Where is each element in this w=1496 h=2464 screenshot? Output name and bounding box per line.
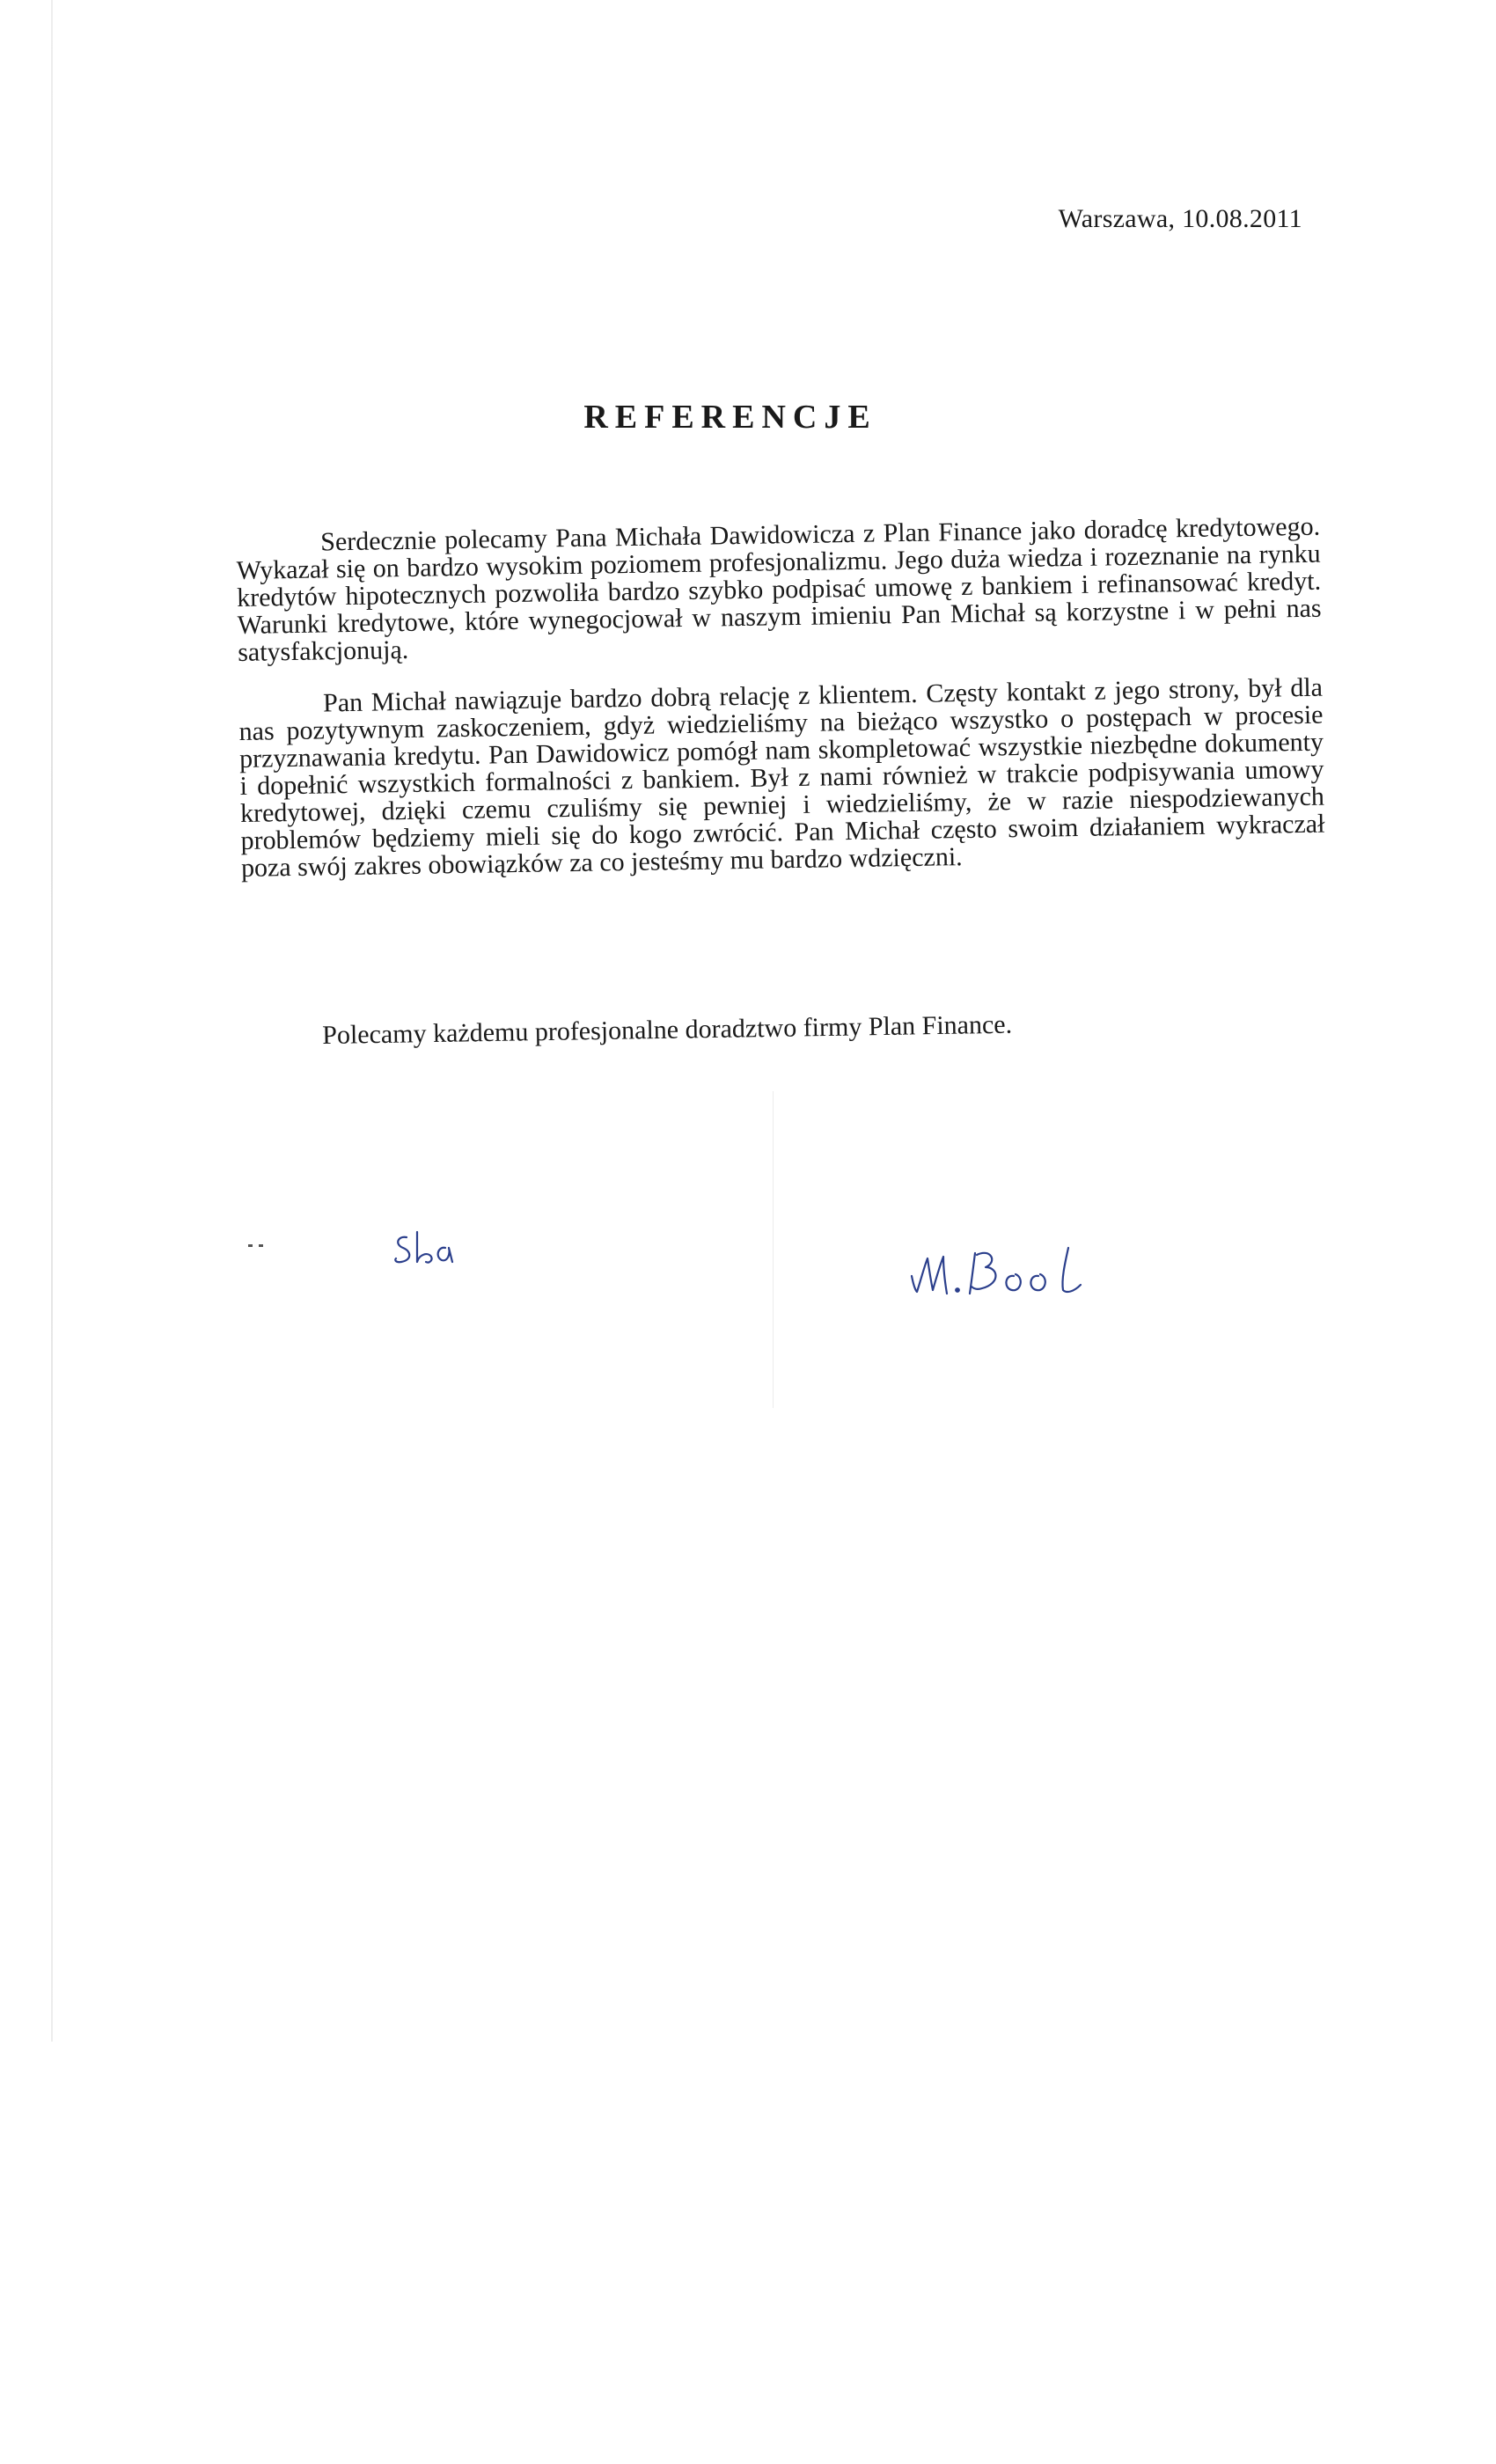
closing-sentence: Polecamy każdemu profesjonalne doradztwo firmy Plan Finance.: [322, 1009, 1013, 1050]
paragraph-client-relation: Pan Michał nawiązuje bardzo dobrą relację z klientem. Częsty kontakt z jego strony, był dla nas pozytywnym zaskoczeniem, gdyż wiedzieliśmy na bieżąco wszystko o postępach w procesie przyznawania kredytu. Pan Dawidowicz pomógł nam skompletować wszystkie niezbędne dokumenty i dopełnić wszystkich formalności z bankiem. Był z nami również w trakcie podpisywania umowy kredytowej, dzięki czemu czuliśmy się pewniej i wiedzieliśmy, że w razie niespodziewanych problemów będziemy mieli się do kogo zwrócić. Pan Michał często swoim działaniem wykraczał poza swój zakres obowiązków za co jesteśmy mu bardzo wdzięczni.: [238, 672, 1325, 883]
paragraph-recommendation: Serdecznie polecamy Pana Michała Dawidowicza z Plan Finance jako doradcę kredytowego. Wykazał się on bardzo wysokim poziomem profesjonalizmu. Jego duża wiedza i rozeznanie na rynku kredytów hipotecznych pozwoliła bardzo szybko podpisać umowę z bankiem i refinansować kredyt. Warunki kredytowe, które wynegocjował w naszym imieniu Pan Michał są korzystne i w pełni nas satysfakcjonują.: [236, 511, 1322, 667]
place-and-date: Warszawa, 10.08.2011: [1058, 204, 1302, 233]
stray-mark: [248, 1236, 275, 1239]
scan-fold-artifact: [773, 1091, 774, 1408]
signature-left: [387, 1221, 484, 1283]
letter-body: [236, 513, 1326, 906]
signature-right: [906, 1232, 1109, 1311]
scan-edge-artifact: [51, 0, 53, 2042]
document-title: REFERENCJE: [583, 399, 877, 436]
